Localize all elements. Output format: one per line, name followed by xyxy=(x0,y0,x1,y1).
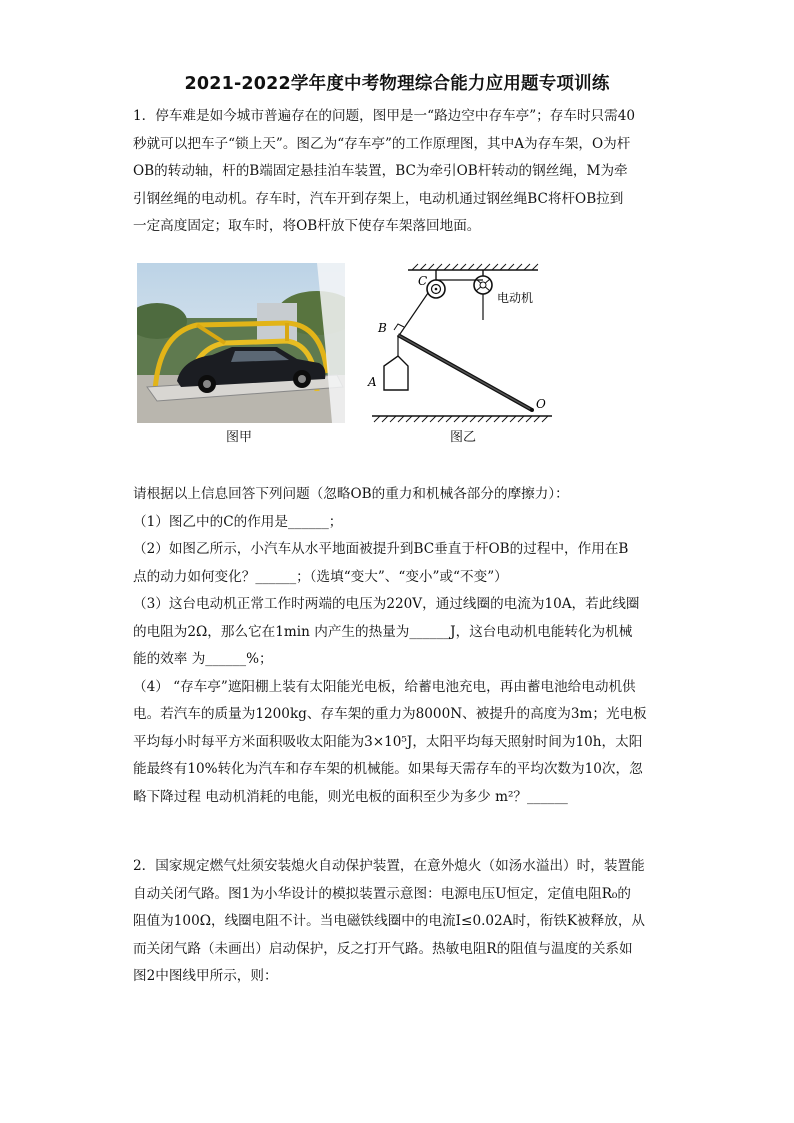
question-1-subquestions xyxy=(133,481,673,811)
parking-photo xyxy=(137,263,345,423)
sub-question-3-line: （3）这台电动机正常工作时两端的电压为220V，通过线圈的电流为10A，若此线圈 xyxy=(133,596,640,612)
question-2-stem xyxy=(133,853,673,991)
text-line: 1．停车难是如今城市普遍存在的问题，图甲是一“路边空中存车亭”；存车时只需40 xyxy=(133,108,636,124)
page-title: 2021-2022学年度中考物理综合能力应用题专项训练 xyxy=(184,74,610,94)
text-line: 自动关闭气路。图1为小华设计的模拟装置示意图：电源电压U恒定，定值电阻R₀的 xyxy=(133,885,631,902)
label-a: A xyxy=(368,375,377,389)
label-motor: 电动机 xyxy=(497,291,534,305)
label-c: C xyxy=(418,274,428,288)
sub-question-3-line: 能的效率 为______%； xyxy=(133,651,273,667)
sub-question-4-line: 略下降过程 电动机消耗的电能，则光电板的面积至少为多少 m²？______ xyxy=(133,788,568,805)
sub-question-4-line: 平均每小时每平方米面积吸收太阳能为3×10⁵J，太阳平均每天照射时间为10h，太阳 xyxy=(133,733,643,750)
sub-question-4-line: （4） “存车亭”遮阳棚上装有太阳能光电板，给蓄电池充电，再由蓄电池给电动机供 xyxy=(133,678,636,695)
label-o: O xyxy=(536,397,546,411)
sub-question-2-line: 点的动力如何变化？______；（选填“变大”、“变小”或“不变”） xyxy=(133,568,508,585)
text-line: 图2中图线甲所示，则： xyxy=(133,968,278,984)
question-1-stem xyxy=(133,103,663,241)
sub-question-3-line: 的电阻为2Ω，那么它在1min 内产生的热量为______J，这台电动机电能转化为机械 xyxy=(133,623,633,640)
text-line: 秒就可以把车子“锁上天”。图乙为“存车亭”的工作原理图，其中A为存车架，O为杆 xyxy=(133,135,631,152)
text-line: 引钢丝绳的电动机。存车时，汽车开到存架上，电动机通过钢丝绳BC将杆OB拉到 xyxy=(133,190,624,207)
caption-figure-yi: 图乙 xyxy=(450,430,477,445)
intro-line: 请根据以上信息回答下列问题（忽略OB的重力和机械各部分的摩擦力）： xyxy=(133,486,569,502)
label-b: B xyxy=(378,321,387,335)
text-line: 一定高度固定；取车时，将OB杆放下使存车架落回地面。 xyxy=(133,218,481,234)
caption-figure-jia: 图甲 xyxy=(226,430,253,445)
text-line: 阻值为100Ω，线圈电阻不计。当电磁铁线圈中的电流I≤0.02A时，衔铁K被释放，从 xyxy=(133,913,646,929)
mechanism-diagram xyxy=(360,262,560,442)
text-line: 2．国家规定燃气灶须安装熄火自动保护装置，在意外熄火（如汤水溢出）时，装置能 xyxy=(133,858,645,874)
text-line: 而关闭气路（未画出）启动保护，反之打开气路。热敏电阻R的阻值与温度的关系如 xyxy=(133,940,633,957)
sub-question-4-line: 能最终有10%转化为汽车和存车架的机械能。如果每天需存车的平均次数为10次，忽 xyxy=(133,761,643,777)
sub-question-4-line: 电。若汽车的质量为1200kg、存车架的重力为8000N、被提升的高度为3m；光电板 xyxy=(133,706,647,722)
sub-question-1: （1）图乙中的C的作用是______； xyxy=(133,513,343,530)
sub-question-2-line: （2）如图乙所示，小汽车从水平地面被提升到BC垂直于杆OB的过程中，作用在B xyxy=(133,541,629,557)
text-line: OB的转动轴，杆的B端固定悬挂泊车装置，BC为牵引OB杆转动的钢丝绳，M为牵 xyxy=(133,163,628,179)
